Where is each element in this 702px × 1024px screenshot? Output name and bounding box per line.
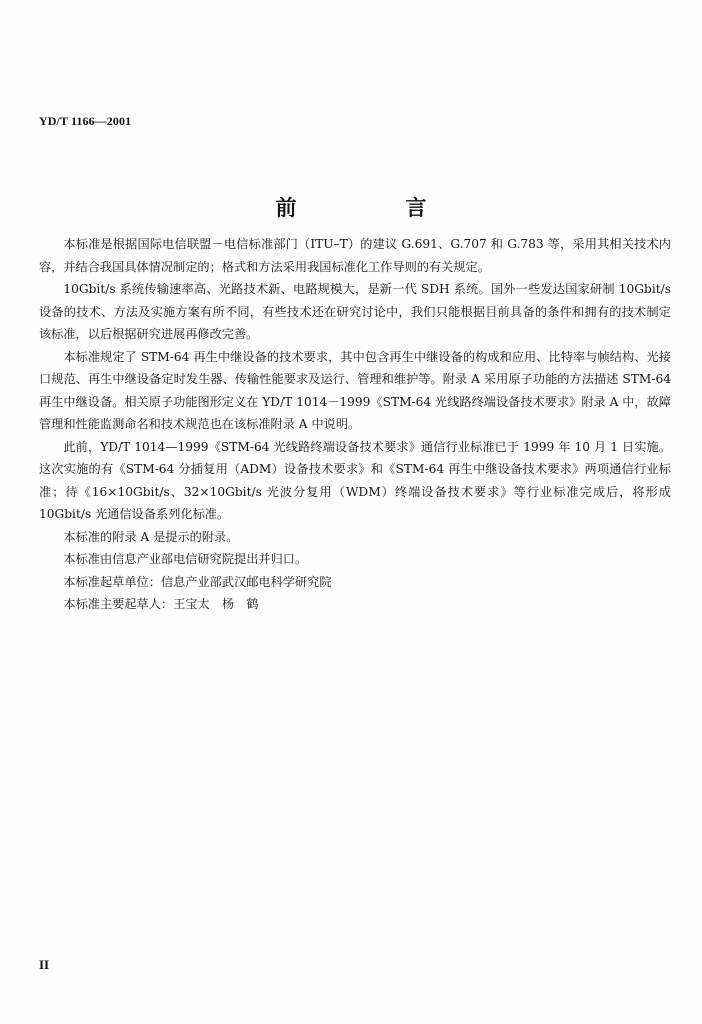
preface-body xyxy=(39,233,671,616)
page-number: II xyxy=(39,957,50,972)
paragraph: 10Gbit/s 系统传输速率高、光路技术新、电路规模大，是新一代 SDH 系统。国外一些发达国家研制 10Gbit/s 设备的技术、方法及实施方案有所不同，有些技术还在研究讨论中，我们只能根据目前具备的条件和拥有的技术制定该标准，以后根据研究进展再修改完善。 xyxy=(39,282,671,341)
paragraph: 本标准是根据国际电信联盟－电信标准部门（ITU–T）的建议 G.691、G.707 和 G.783 等，采用其相关技术内容，并结合我国具体情况制定的；格式和方法采用我国标准化工作导则的有关规定。 xyxy=(39,237,671,274)
paragraph: 此前，YD/T 1014—1999《STM-64 光线路终端设备技术要求》通信行业标准已于 1999 年 10 月 1 日实施。这次实施的有《STM-64 分插复用（ADM）设备技术要求》和《STM-64 再生中继设备技术要求》两项通信行业标准；待《16×10Gbit/s、32×10Gbit/s 光波分复用（WDM）终端设备技术要求》等行业标准完成后，将形成 10Gbit/s 光通信设备系列化标准。 xyxy=(39,439,671,521)
paragraph: 本标准由信息产业部电信研究院提出并归口。 xyxy=(63,552,308,566)
paragraph: 本标准主要起草人：王宝太 杨 鹤 xyxy=(63,597,259,611)
paragraph: 本标准的附录 A 是提示的附录。 xyxy=(63,529,239,544)
page-title: 前 言 xyxy=(275,196,471,220)
standard-code: YD/T 1166—2001 xyxy=(39,114,132,128)
paragraph: 本标准规定了 STM-64 再生中继设备的技术要求，其中包含再生中继设备的构成和应用、比特率与帧结构、光接口规范、再生中继设备定时发生器、传输性能要求及运行、管理和维护等。附录 A 采用原子功能的方法描述 STM-64 再生中继设备。相关原子功能图形定义在 YD/T 1014－1999《STM-64 光线路终端设备技术要求》附录 A 中，故障管理和性能监测命名和技术规范也在该标准附录 A 中说明。 xyxy=(39,349,671,431)
paragraph: 本标准起草单位：信息产业部武汉邮电科学研究院 xyxy=(63,574,332,589)
